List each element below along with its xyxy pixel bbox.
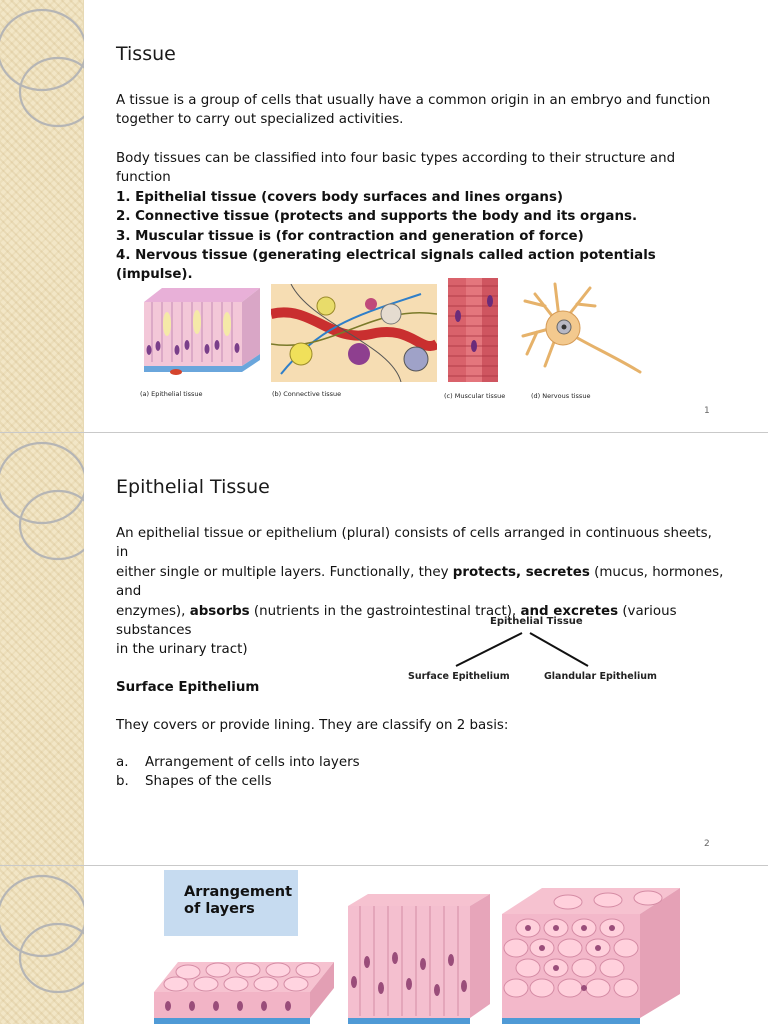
diagram-root-label: Epithelial Tissue [490, 616, 583, 627]
list-text: Shapes of the cells [145, 774, 272, 789]
tissue-type-item: 2. Connective tissue (protects and supports the body and its organs. [116, 209, 638, 225]
arrangement-label-box [164, 870, 298, 936]
tissue-type-item: 4. Nervous tissue (generating electrical signals called action potentials [116, 248, 656, 264]
list-item [116, 774, 272, 789]
list-item [116, 755, 360, 770]
text-run: (nutrients in the gastrointestinal tract), [249, 603, 521, 619]
slide-title: Epithelial Tissue [116, 476, 270, 498]
tissue-type-item: 3. Muscular tissue is (for contraction and generation of force) [116, 228, 584, 244]
diagram-right-label: Glandular Epithelium [544, 671, 657, 682]
basis-text: They covers or provide lining. They are classify on 2 basis: [116, 718, 509, 733]
epithelium-paragraph [116, 524, 726, 660]
paragraph-line [116, 563, 726, 602]
page-number: 1 [704, 406, 710, 416]
intro-line: together to carry out specialized activities. [116, 112, 404, 128]
ring-ornament-icon [0, 866, 84, 1024]
diagram-connector-lines [450, 630, 600, 670]
pseudostratified-epithelium-illustration [344, 892, 494, 1024]
muscular-tissue-illustration [446, 276, 502, 384]
nervous-tissue-illustration [515, 276, 645, 376]
caption-connective: (b) Connective tissue [272, 390, 342, 398]
slide-3 [0, 866, 768, 1024]
slide-2 [0, 433, 768, 865]
tissue-type-item: 1. Epithelial tissue (covers body surfaces and lines organs) [116, 189, 564, 205]
intro-line: A tissue is a group of cells that usually have a common origin in an embryo and function [116, 93, 711, 108]
diagram-left-label: Surface Epithelium [408, 671, 510, 682]
connective-tissue-illustration [271, 284, 437, 382]
text-run: either single or multiple layers. Functionally, they [116, 564, 453, 580]
surface-epithelium-heading: Surface Epithelium [116, 680, 260, 695]
list-marker: a. [116, 755, 129, 770]
stratified-epithelium-illustration [498, 884, 682, 1024]
label-line: of layers [184, 901, 255, 917]
tissue-types [116, 149, 716, 285]
decorative-strip [0, 0, 84, 432]
label-line: Arrangement [184, 884, 293, 900]
page-number: 2 [704, 839, 710, 849]
simple-epithelium-illustration [148, 952, 336, 1024]
tissue-type-item: (impulse). [116, 267, 193, 283]
decorative-strip [0, 433, 84, 865]
ring-ornament-icon [0, 433, 84, 865]
paragraph-line: An epithelial tissue or epithelium (plural) consists of cells arranged in continuous sheets, in [116, 526, 712, 561]
list-text: Arrangement of cells into layers [145, 755, 360, 770]
slide-1 [0, 0, 768, 432]
bold-run: absorbs [189, 603, 250, 619]
caption-nervous: (d) Nervous tissue [531, 392, 591, 400]
bold-run: and excretes [520, 603, 619, 619]
epithelial-tissue-illustration [140, 284, 264, 384]
caption-muscular: (c) Muscular tissue [444, 392, 506, 400]
ring-ornament-icon [0, 0, 84, 432]
text-run: (mucus, hormones, and [116, 564, 724, 600]
intro-paragraph [116, 91, 716, 130]
paragraph-line [116, 602, 726, 641]
caption-epithelial: (a) Epithelial tissue [140, 390, 203, 398]
classify-sentence: Body tissues can be classified into four basic types according to their structure and function [116, 151, 676, 186]
paragraph-line: in the urinary tract) [116, 642, 248, 658]
bold-run: protects, secretes [452, 564, 590, 580]
text-run: (various substances [116, 603, 677, 639]
slide-title: Tissue [116, 43, 176, 65]
decorative-strip [0, 866, 84, 1024]
list-marker: b. [116, 774, 129, 789]
text-run: enzymes), [116, 603, 190, 619]
